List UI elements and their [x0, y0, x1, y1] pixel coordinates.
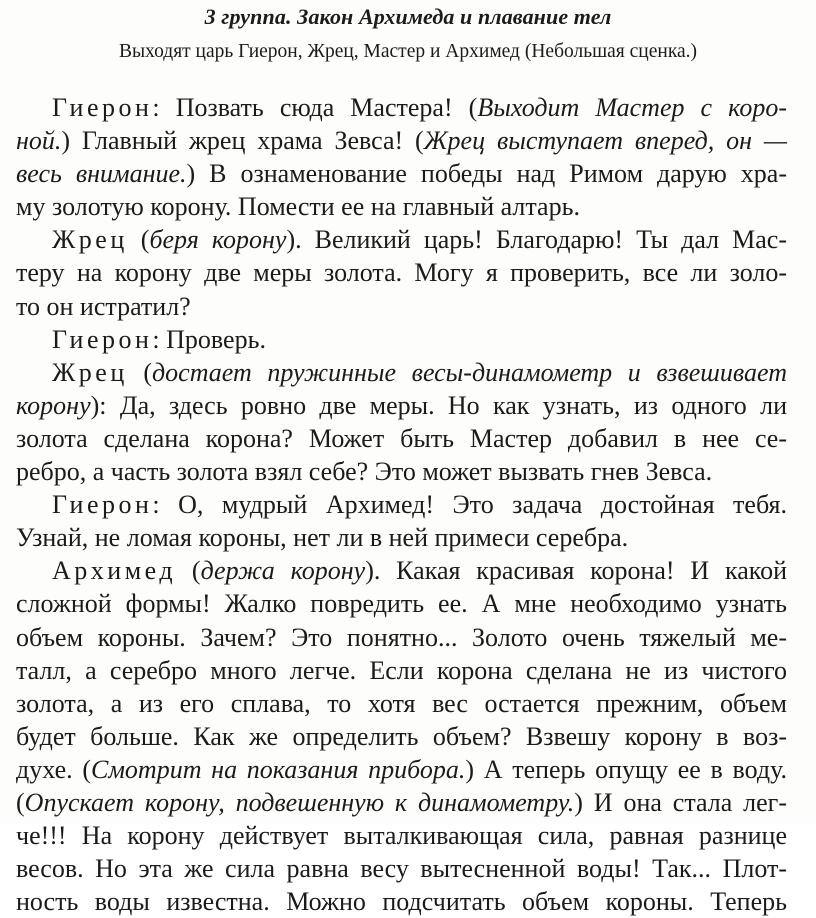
dialogue-text: объем короны. Зачем? Это понятно... Золото очень тяжелый ме- — [16, 622, 787, 652]
text-line — [16, 587, 787, 620]
stage-direction: корону — [16, 390, 91, 420]
dialogue-text: му золотую корону. Помести ее на главный алтарь. — [16, 192, 580, 222]
text-line — [16, 422, 787, 455]
dialogue-text: ). Какая красивая корона! И какой — [365, 556, 787, 586]
text-line — [16, 521, 787, 554]
text-line — [16, 290, 787, 323]
text-line — [16, 819, 787, 852]
dialogue-text: талл, а серебро много легче. Если корона сделана не из чистого — [16, 655, 787, 685]
text-line — [16, 455, 787, 488]
text-line — [16, 687, 787, 720]
dialogue-text: золота сделана корона? Может быть Мастер добавил в нее се- — [16, 423, 787, 453]
dialogue-text: то он истратил? — [16, 291, 191, 321]
stage-direction: Смотрит на показания прибора. — [90, 754, 466, 784]
dialogue-text: ) А теперь опущу ее в воду. — [465, 754, 787, 784]
text-line — [16, 389, 787, 422]
dialogue-text: : Проверь. — [152, 324, 266, 354]
text-line — [16, 323, 787, 356]
text-line — [16, 554, 787, 587]
dialogue-text: ). Великий царь! Благодарю! Ты дал Мас- — [286, 225, 787, 255]
dialogue-text: ) И она стала лег- — [574, 787, 788, 817]
speaker-name: Архимед — [52, 556, 177, 586]
dialogue-text: духе. ( — [16, 754, 91, 784]
scene-description: Выходят царь Гиерон, Жрец, Мастер и Архимед (Небольшая сценка.) — [118, 41, 698, 62]
stage-direction: держа корону — [200, 556, 366, 586]
dialogue-text: ( — [127, 225, 150, 255]
dialogue-text: ) В ознаменование победы над Римом дарую хра- — [186, 159, 787, 189]
speaker-name: Жрец — [52, 357, 128, 387]
text-line — [16, 720, 787, 753]
text-line — [16, 157, 787, 190]
dialogue-text: ): Да, здесь ровно две меры. Но как узнать, из одного ли — [90, 390, 787, 420]
dialogue-text: ( — [176, 556, 201, 586]
text-line — [16, 852, 787, 885]
speaker-name: Гиерон — [52, 490, 153, 520]
text-line — [16, 256, 787, 289]
speaker-name: Гиерон — [52, 324, 153, 354]
section-heading: 3 группа. Закон Архимеда и плавание тел — [204, 4, 612, 29]
dialogue-text: будет больше. Как же определить объем? Взвешу корону в воз- — [16, 721, 787, 751]
text-line — [16, 356, 787, 389]
dialogue-text: ребро, а часть золота взял себе? Это может вызвать гнев Зевса. — [16, 457, 713, 487]
dialogue-text: весов. Но эта же сила равна весу вытесненной воды! Так... Плот- — [16, 854, 787, 884]
stage-direction: весь внимание. — [16, 159, 187, 189]
dialogue-text: ( — [16, 787, 25, 817]
dialogue-text: сложной формы! Жалко повредить ее. А мне необходимо узнать — [16, 589, 787, 619]
dialogue-body — [16, 91, 787, 918]
stage-direction: Жрец выступает вперед, он — — [423, 126, 788, 156]
dialogue-text: че!!! На корону действует выталкивающая сила, равная разнице — [16, 821, 787, 851]
dialogue-text: ) Главный жрец храма Зевса! ( — [61, 126, 424, 156]
stage-direction: Опускает корону, подвешенную к динамометру. — [24, 787, 575, 817]
dialogue-text: теру на корону две меры золота. Могу я проверить, все ли золо- — [16, 258, 787, 288]
dialogue-text: Узнай, не ломая короны, нет ли в ней примеси серебра. — [16, 523, 629, 553]
speaker-name: Гиерон — [52, 93, 153, 122]
speaker-name: Жрец — [52, 225, 128, 255]
text-line — [16, 91, 787, 124]
dialogue-text: золота, а из его сплава, то хотя вес остается прежним, объем — [16, 688, 787, 718]
dialogue-text: ность воды известна. Можно подсчитать объем короны. Теперь — [16, 887, 787, 917]
dialogue-text: : Позвать сюда Мастера! ( — [152, 93, 478, 122]
stage-direction: беря корону — [149, 225, 287, 255]
stage-direction: Выходит Мастер с коро- — [477, 93, 787, 122]
text-line — [16, 621, 787, 654]
text-line — [16, 223, 787, 256]
dialogue-text: : О, мудрый Архимед! Это задача достойная тебя. — [152, 490, 787, 520]
text-line — [16, 885, 787, 918]
text-line — [16, 488, 787, 521]
stage-direction: достает пружинные весы-динамометр и взвешивает — [152, 357, 787, 387]
text-line — [16, 786, 787, 819]
text-line — [16, 124, 787, 157]
text-line — [16, 654, 787, 687]
stage-direction: ной. — [16, 126, 62, 156]
text-line — [16, 190, 787, 223]
dialogue-text: ( — [127, 357, 153, 387]
text-line — [16, 753, 787, 786]
